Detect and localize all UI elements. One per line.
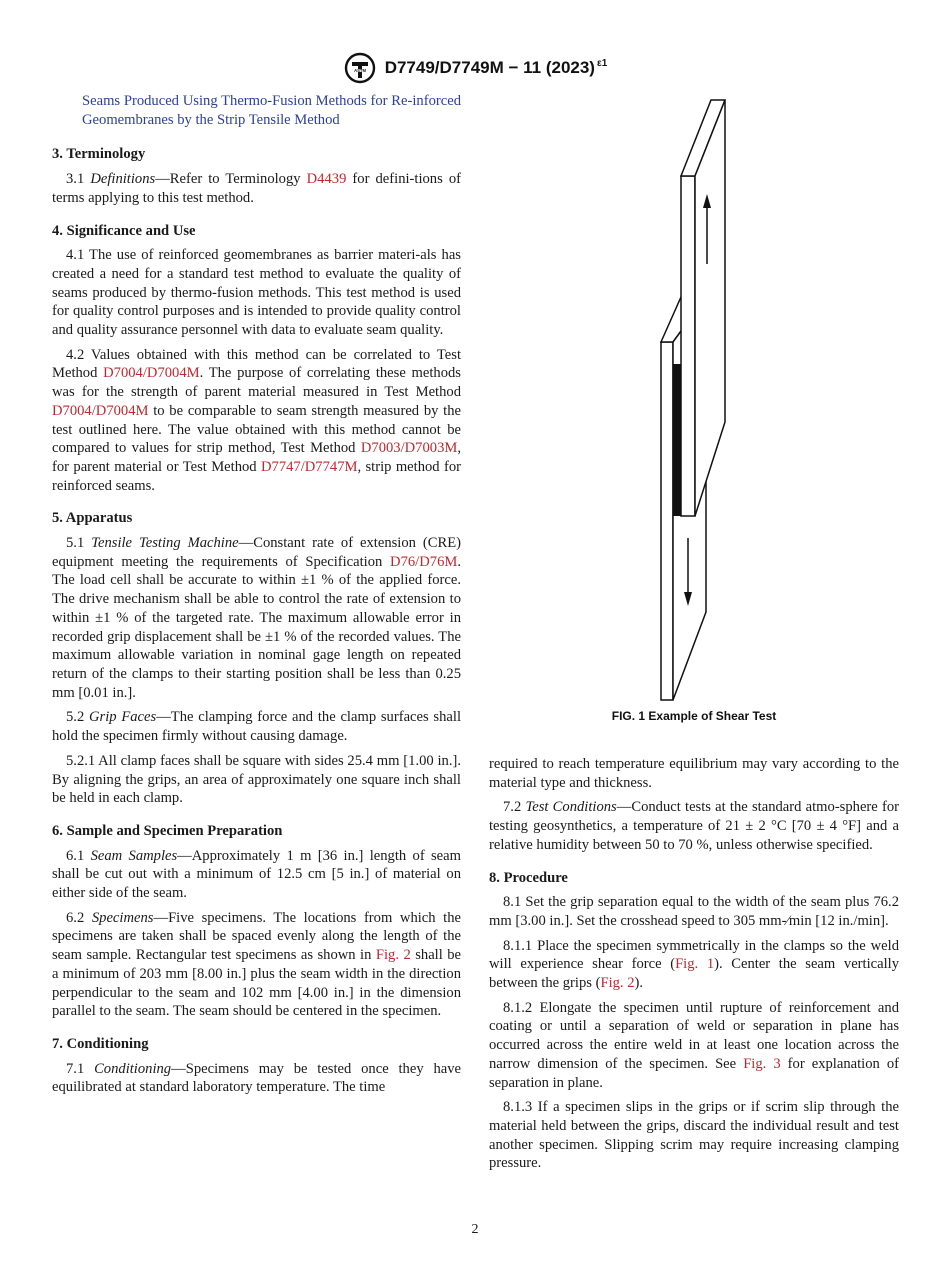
paragraph-8-1-3: 8.1.3 If a specimen slips in the grips or if scrim slip through the material held between the grips, discard the individual result and test another specimen. Slipping scrim may require increasing clamping pressure. xyxy=(489,1099,899,1172)
title-continuation: Seams Produced Using Thermo-Fusion Methods for Re-inforced Geomembranes by the Strip Tensile Method xyxy=(82,93,461,128)
paragraph-4-2: 4.2 Values obtained with this method can be correlated to Test Method D7004/D7004M. The purpose of correlating these methods was for the strength of parent material measured in Test Method D7004/D7004M to be comparable to seam strength measured by the test outlined here. The value obtained with this method cannot be compared to values for strip method, Test Method D7003/D7003M, for parent material or Test Method D7747/D7747M, strip method for reinforced seams. xyxy=(52,346,461,494)
svg-text:ASTM: ASTM xyxy=(353,68,366,73)
ref-fig-2-link[interactable]: Fig. 2 xyxy=(600,975,635,992)
paragraph-7-2: 7.2 Test Conditions—Conduct tests at the standard atmo-sphere for testing geosynthetics, a temperature of 21 ± 2 °C [70 ± 4 °F] and a relative humidity between 50 to 70 %, unless otherwise specified. xyxy=(489,799,899,853)
paragraph-5-1: 5.1 Tensile Testing Machine—Constant rate of extension (CRE) equipment meeting the requirements of Specification D76/D76M. The load cell shall be accurate to within ±1 % of the applied force. The drive mechanism shall be able to control the rate of extension to within ±1 % of the targeted rate. The maximum allowable error in recorded grip displacement shall be ±1 % of the recorded values. The maximum allowable variation in nominal gage length on repeated return of the clamps to their starting position shall be less than 0.25 mm [0.01 in.]. xyxy=(52,535,462,701)
standard-designation: D7749/D7749M − 11 (2023) $^{\varepsilon 1}$ xyxy=(384,58,608,77)
ref-d76-link[interactable]: D76/D76M xyxy=(390,553,458,570)
figure-1-caption: FIG. 1 Example of Shear Test xyxy=(611,709,777,723)
paragraph-8-1-1: 8.1.1 Place the specimen symmetrically in the clamps so the weld will experience shear force (Fig. 1). Center the seam vertically between the grips (Fig. 2). xyxy=(489,937,899,992)
paragraph-5-2-1: 5.2.1 All clamp faces shall be square with sides 25.4 mm [1.00 in.]. By aligning the grips, an area of approximately one square inch shall be held in each clamp. xyxy=(52,752,461,807)
paragraph-6-1: 6.1 Seam Samples—Approximately 1 m [36 in.] length of seam shall be cut out with a minimum of 12.5 cm [5 in.] of material on either side of the seam. xyxy=(52,847,461,902)
astm-logo-icon xyxy=(343,52,377,84)
lower-specimen-face xyxy=(661,342,673,700)
ref-fig-1-link[interactable]: Fig. 1 xyxy=(675,956,715,973)
right-column xyxy=(489,755,899,1179)
ref-d7004-link[interactable]: D7004/D7004M xyxy=(52,402,149,419)
ref-fig-3-link[interactable]: Fig. 3 xyxy=(743,1055,781,1072)
paragraph-7-1-continued: required to reach temperature equilibrium may vary according to the material type and thickness. xyxy=(489,756,899,791)
ref-d7747-link[interactable]: D7747/D7747M xyxy=(260,458,358,475)
section-5-heading: 5. Apparatus xyxy=(52,510,133,527)
page-header xyxy=(0,52,950,84)
paragraph-8-1: 8.1 Set the grip separation equal to the width of the seam plus 76.2 mm [3.00 in.]. Set the crosshead speed to 305 mm-⁄min [12 in./min]. xyxy=(489,894,899,929)
section-8-heading: 8. Procedure xyxy=(489,869,568,886)
figure-1 xyxy=(489,92,899,732)
upper-specimen-face xyxy=(681,176,695,516)
paragraph-4-1: 4.1 The use of reinforced geomembranes as barrier materi-als has created a need for a standard test method to evaluate the quality of seams produced by thermo-fusion methods. This test method is used for quality control purposes and is intended to provide quality control and quality assurance personnel with data to evaluate seam quality. xyxy=(52,247,461,339)
shear-test-diagram xyxy=(489,92,899,707)
ref-d7004-link[interactable]: D7004/D7004M xyxy=(103,365,200,382)
paragraph-7-1-start: 7.1 Conditioning—Specimens may be tested once they have equilibrated at standard laboratory temperature. The time xyxy=(52,1060,461,1096)
ref-d4439-link[interactable]: D4439 xyxy=(306,171,347,188)
ref-d7003-link[interactable]: D7003/D7003M xyxy=(360,440,458,457)
paragraph-5-2: 5.2 Grip Faces—The clamping force and the clamp surfaces shall hold the specimen firmly without causing damage. xyxy=(52,709,461,745)
section-4-heading: 4. Significance and Use xyxy=(52,222,196,239)
left-column xyxy=(52,92,461,1103)
section-6-heading: 6. Sample and Specimen Preparation xyxy=(52,822,283,839)
page-number: 2 xyxy=(471,1222,479,1237)
paragraph-3-1: 3.1 Definitions—Refer to Terminology D4439 for defini-tions of terms applying to this test method. xyxy=(52,171,462,206)
section-7-heading: 7. Conditioning xyxy=(52,1035,149,1052)
ref-fig-2-link[interactable]: Fig. 2 xyxy=(375,947,411,964)
paragraph-8-1-2: 8.1.2 Elongate the specimen until rupture of reinforcement and coating or until a separation of weld or separation in plane has occurred across the entire weld in at least one location across the narrow dimension of the specimen. See Fig. 3 for explanation of separation in plane. xyxy=(489,999,900,1091)
paragraph-6-2: 6.2 Specimens—Five specimens. The locations from which the specimens are taken shall be spaced evenly along the length of the seam sample. Rectangular test specimens as shown in Fig. 2 shall be a minimum of 203 mm [8.00 in.] plus the seam width in the direction perpendicular to the seam and 102 mm [4.00 in.] in the dimension parallel to the seam. The seam should be centered in the specimen. xyxy=(52,909,462,1020)
section-3-heading: 3. Terminology xyxy=(52,146,146,163)
